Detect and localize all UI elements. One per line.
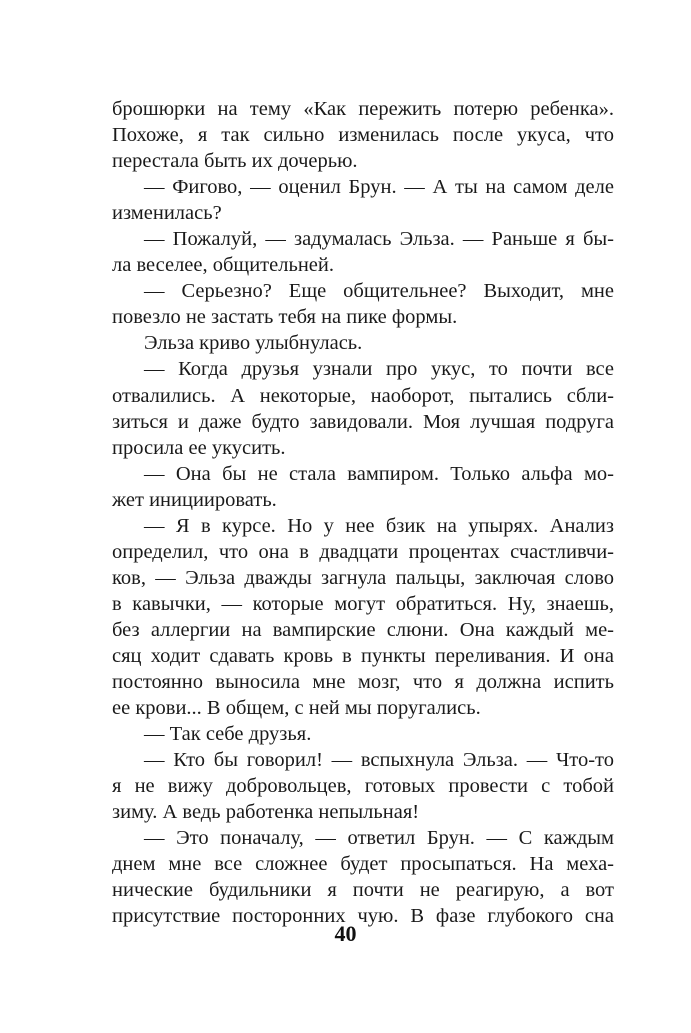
text-line: ков, — Эльза дважды загнула пальцы, заключая слово xyxy=(112,566,614,589)
page-number: 40 xyxy=(334,921,357,946)
text-line: — Она бы не стала вампиром. Только альфа мо- xyxy=(144,462,614,485)
text-line: днем мне все сложнее будет просыпаться. На меха- xyxy=(112,853,614,876)
text-line: зиму. А ведь работенка непыльная! xyxy=(112,801,420,824)
text-line: изменилась? xyxy=(112,202,222,225)
text-line: Эльза криво улыбнулась. xyxy=(144,332,363,355)
text-line: постоянно выносила мне мозг, что я должна испить xyxy=(112,671,614,694)
text-line: в кавычки, — которые могут обратиться. Ну, знаешь, xyxy=(112,592,614,615)
text-line: — Я в курсе. Но у нее бзик на упырях. Анализ xyxy=(144,514,614,537)
text-line: брошюрки на тему «Как пережить потерю ребенка». xyxy=(112,98,614,120)
text-line: нические будильники я почти не реагирую, а вот xyxy=(112,879,614,902)
text-line: определил, что она в двадцати процентах счастливчи- xyxy=(112,540,614,563)
text-line: ла веселее, общительней. xyxy=(112,254,334,277)
text-line: — Так себе друзья. xyxy=(144,723,312,746)
text-line: я не вижу добровольцев, готовых провести с тобой xyxy=(112,775,614,798)
text-line: перестала быть их дочерью. xyxy=(112,150,358,173)
text-line: без аллергии на вампирские слюни. Она каждый ме- xyxy=(112,618,614,641)
text-line: отвалились. А некоторые, наоборот, пытались сбли- xyxy=(112,384,614,407)
text-line: — Фигово, — оценил Брун. — А ты на самом деле xyxy=(144,176,614,199)
text-line: — Когда друзья узнали про укус, то почти все xyxy=(144,358,614,381)
text-line: зиться и даже будто завидовали. Моя лучшая подруга xyxy=(112,410,614,433)
text-line: повезло не застать тебя на пике формы. xyxy=(112,306,458,329)
text-line: — Это поначалу, — ответил Брун. — С каждым xyxy=(144,827,614,850)
text-line: присутствие посторонних чую. В фазе глубокого сна xyxy=(112,905,614,928)
text-line: — Серьезно? Еще общительнее? Выходит, мне xyxy=(144,280,614,303)
text-line: просила ее укусить. xyxy=(112,436,286,459)
text-line: Похоже, я так сильно изменилась после укуса, что xyxy=(112,124,614,147)
text-line: — Кто бы говорил! — вспыхнула Эльза. — Что-то xyxy=(144,749,614,772)
text-line: ее крови... В общем, с ней мы поругались. xyxy=(112,697,481,720)
text-line: сяц ходит сдавать кровь в пункты переливания. И она xyxy=(112,644,614,667)
text-line: жет инициировать. xyxy=(112,488,277,511)
text-line: — Пожалуй, — задумалась Эльза. — Раньше я бы- xyxy=(144,228,614,251)
body-text xyxy=(112,96,614,930)
